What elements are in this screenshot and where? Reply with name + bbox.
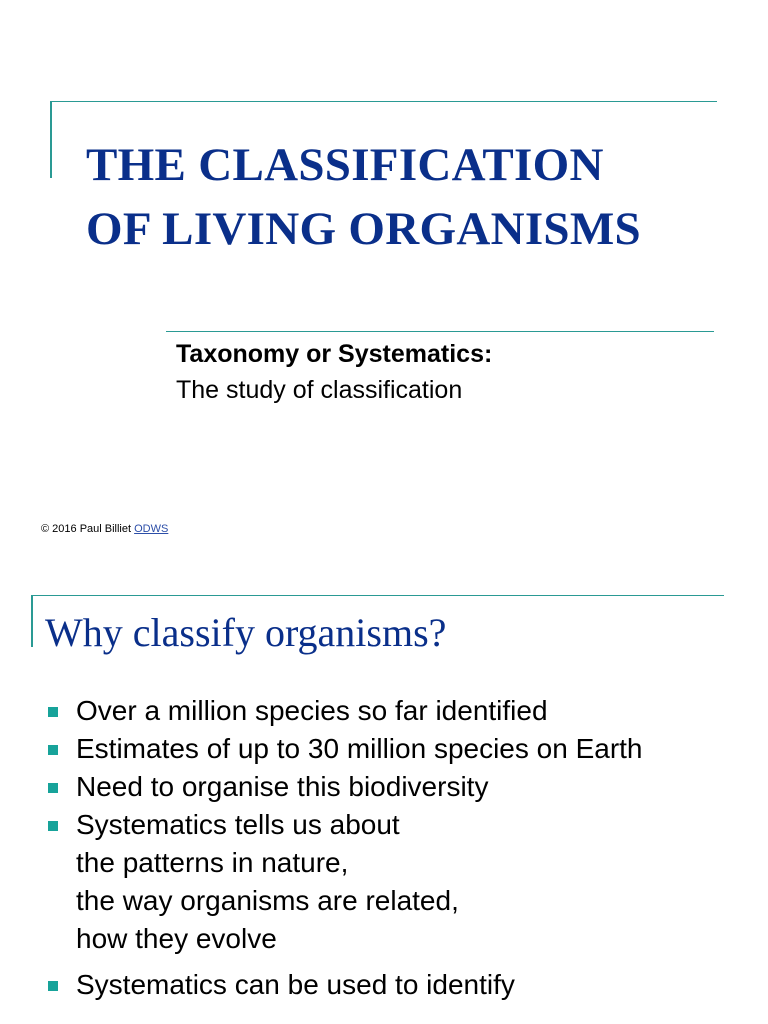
bullet-item xyxy=(44,966,643,1004)
bullet-text: Systematics tells us about xyxy=(76,809,400,840)
title-left-rule xyxy=(50,101,52,178)
bullet-text: how they evolve xyxy=(76,923,277,954)
square-bullet-icon xyxy=(48,981,58,991)
bullet-item xyxy=(44,768,643,806)
copyright-footer xyxy=(41,523,168,535)
bullet-text: the patterns in nature, xyxy=(76,847,349,878)
bullet-text: Estimates of up to 30 million species on Earth xyxy=(76,733,643,764)
bullet-text: Systematics can be used to identify xyxy=(76,969,515,1000)
bullet-text: Over a million species so far identified xyxy=(76,695,548,726)
bullet-item xyxy=(44,730,643,768)
odws-link[interactable]: ODWS xyxy=(134,523,169,535)
bullet-item xyxy=(44,806,643,958)
bullet-list xyxy=(44,692,643,1004)
subtitle-rule xyxy=(166,331,714,332)
slide-title-line-1: THE CLASSIFICATION xyxy=(86,139,604,191)
square-bullet-icon xyxy=(48,745,58,755)
subtitle xyxy=(176,336,492,408)
slide-title xyxy=(86,133,641,261)
square-bullet-icon xyxy=(48,821,58,831)
heading-left-rule xyxy=(31,595,33,647)
subtitle-heading: Taxonomy or Systematics: xyxy=(176,340,493,368)
bullet-text: the way organisms are related, xyxy=(76,885,459,916)
square-bullet-icon xyxy=(48,707,58,717)
bullet-text: Need to organise this biodiversity xyxy=(76,771,489,802)
content-slide xyxy=(0,580,768,1024)
title-top-rule xyxy=(51,101,717,102)
bullet-item xyxy=(44,692,643,730)
heading-top-rule xyxy=(32,595,724,596)
copyright-text: © 2016 Paul Billiet xyxy=(41,523,135,535)
slide-heading: Why classify organisms? xyxy=(45,610,447,655)
subtitle-text: The study of classification xyxy=(176,376,463,404)
slide-title-line-2: OF LIVING ORGANISMS xyxy=(86,203,641,255)
square-bullet-icon xyxy=(48,783,58,793)
